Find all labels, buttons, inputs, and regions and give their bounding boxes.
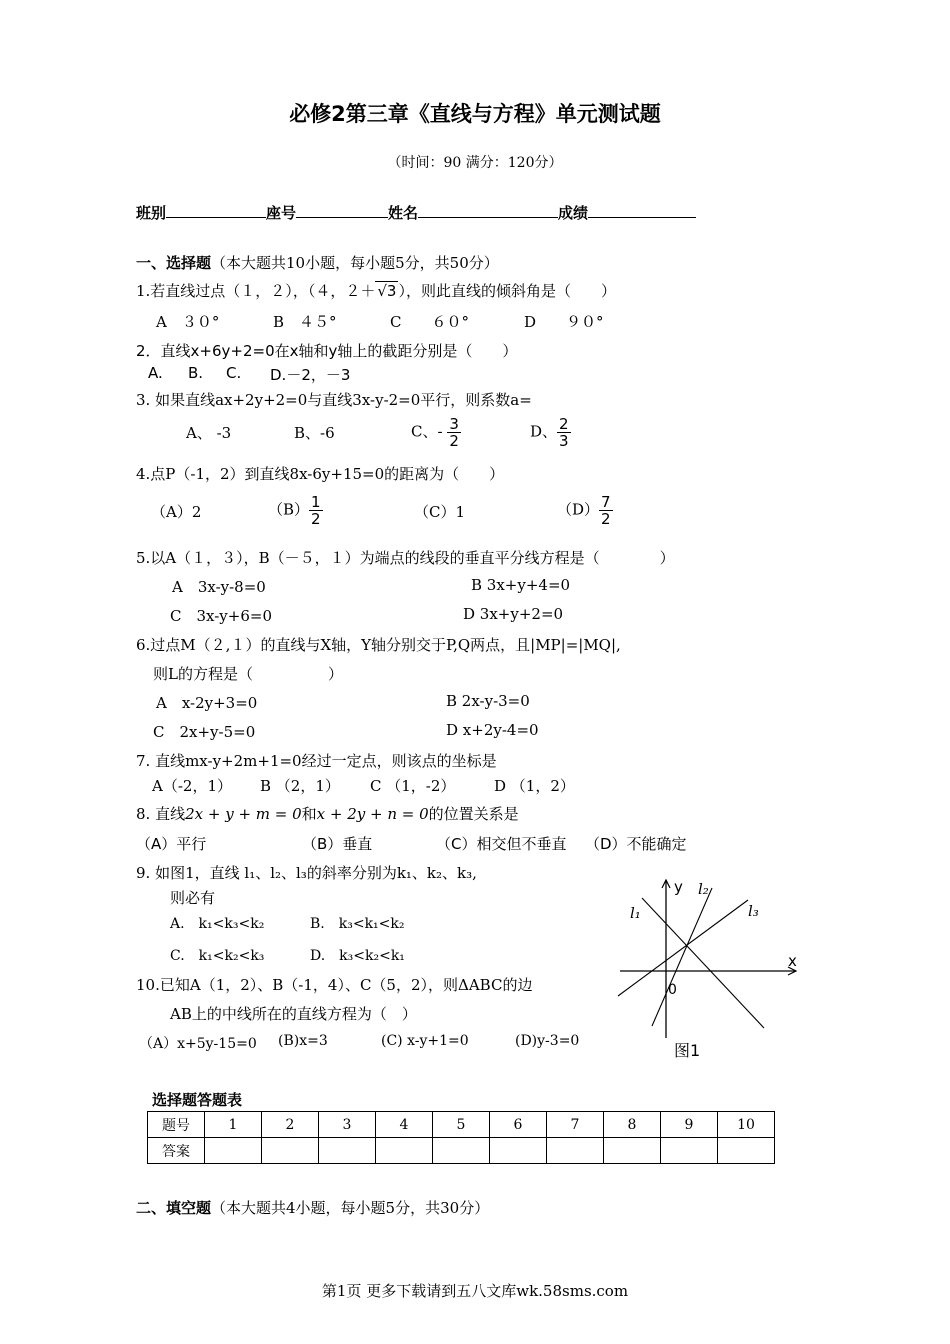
q7-option-c: C （1，-2） bbox=[370, 777, 456, 795]
q4-option-a: （A）2 bbox=[151, 503, 202, 521]
q4-option-c: （C）1 bbox=[414, 503, 466, 521]
table-cell: 6 bbox=[490, 1112, 547, 1138]
l3-label: l₃ bbox=[748, 902, 759, 920]
q8-option-d: （D）不能确定 bbox=[585, 835, 687, 853]
section1-heading: 一、选择题（本大题共10小题，每小题5分，共50分） bbox=[136, 254, 499, 272]
l1-label: l₁ bbox=[630, 904, 641, 922]
table-cell: 9 bbox=[661, 1112, 718, 1138]
name-blank[interactable] bbox=[418, 203, 558, 218]
x-axis-label: x bbox=[788, 952, 797, 970]
answer-table bbox=[147, 1111, 775, 1164]
student-info-line bbox=[136, 202, 696, 223]
table-cell: 2 bbox=[262, 1112, 319, 1138]
q2-option-b: B. bbox=[188, 364, 204, 382]
question-5: 5.以A（１，３），B（－５，１）为端点的线段的垂直平分线方程是（ ） bbox=[136, 549, 675, 567]
table-cell: 4 bbox=[376, 1112, 433, 1138]
y-axis-label: y bbox=[674, 878, 683, 896]
q1-option-d: D ９０° bbox=[524, 313, 604, 331]
q8-option-b: （B）垂直 bbox=[302, 835, 373, 853]
origin-label: 0 bbox=[668, 982, 677, 998]
q7-option-a: A（-2，1） bbox=[152, 777, 232, 795]
figure-caption: 图1 bbox=[674, 1041, 701, 1060]
q3-option-a: A、 -3 bbox=[186, 424, 232, 442]
q5-option-d: D 3x+y+2=0 bbox=[463, 605, 564, 623]
q1-option-c: C ６０° bbox=[390, 313, 469, 331]
answer-table-title: 选择题答题表 bbox=[152, 1091, 243, 1109]
q3-option-c: C、- $\frac{3}{2}$ bbox=[411, 415, 459, 450]
question-6-cont: 则L的方程是（ ） bbox=[153, 665, 343, 683]
q2-option-d: D.－2，－3 bbox=[270, 366, 351, 384]
q5-option-a: A 3x-y-8=0 bbox=[172, 578, 266, 596]
q8-option-a: （A）平行 bbox=[136, 835, 207, 853]
table-cell: 7 bbox=[547, 1112, 604, 1138]
q10-option-b: (B)x=3 bbox=[278, 1033, 328, 1049]
table-answer-label: 答案 bbox=[148, 1138, 205, 1164]
class-blank[interactable] bbox=[166, 203, 266, 218]
q9-option-c: C. k₁<k₂<k₃ bbox=[170, 948, 265, 964]
q4-option-b: （B） $\frac{1}{2}$ bbox=[268, 493, 321, 528]
q6-option-a: A x-2y+3=0 bbox=[156, 694, 258, 712]
score-label: 成绩 bbox=[558, 204, 589, 222]
score-blank[interactable] bbox=[588, 203, 696, 218]
q10-option-c: (C) x-y+1=0 bbox=[381, 1033, 469, 1049]
line-l1 bbox=[642, 898, 764, 1028]
answer-cell[interactable] bbox=[376, 1138, 433, 1164]
q1-option-a: A ３０° bbox=[156, 313, 220, 331]
sqrt-value: √3 bbox=[377, 282, 397, 300]
question-4: 4.点P（-1，2）到直线8x-6y+15=0的距离为（ ） bbox=[136, 465, 505, 483]
answer-cell[interactable] bbox=[547, 1138, 604, 1164]
section2-heading: 二、填空题（本大题共4小题，每小题5分，共30分） bbox=[136, 1199, 490, 1217]
q9-option-a: A. k₁<k₃<k₂ bbox=[170, 916, 265, 932]
q3-option-d: D、 $\frac{2}{3}$ bbox=[530, 415, 569, 450]
table-cell: 5 bbox=[433, 1112, 490, 1138]
line-l2 bbox=[652, 888, 712, 1026]
q2-option-a: A. bbox=[148, 364, 163, 382]
question-2: 2．直线x+6y+2=0在x轴和y轴上的截距分别是（ ） bbox=[136, 342, 518, 360]
table-cell: 1 bbox=[205, 1112, 262, 1138]
table-cell: 10 bbox=[718, 1112, 775, 1138]
table-cell: 3 bbox=[319, 1112, 376, 1138]
question-10-cont: AB上的中线所在的直线方程为（ ） bbox=[170, 1005, 417, 1023]
q6-option-d: D x+2y-4=0 bbox=[446, 721, 539, 739]
q10-option-d: (D)y-3=0 bbox=[515, 1033, 580, 1049]
q7-option-b: B （2，1） bbox=[260, 777, 340, 795]
answer-cell[interactable] bbox=[262, 1138, 319, 1164]
table-cell: 8 bbox=[604, 1112, 661, 1138]
table-row-answers bbox=[148, 1138, 775, 1164]
page-title: 必修2第三章《直线与方程》单元测试题 bbox=[289, 102, 661, 126]
question-3: 3. 如果直线ax+2y+2=0与直线3x-y-2=0平行，则系数a= bbox=[136, 391, 532, 409]
q6-option-b: B 2x-y-3=0 bbox=[446, 692, 530, 710]
name-label: 姓名 bbox=[388, 204, 419, 222]
table-header-label: 题号 bbox=[148, 1112, 205, 1138]
figure-1-diagram bbox=[608, 870, 808, 1065]
table-row-numbers bbox=[148, 1112, 775, 1138]
q2-option-c: C. bbox=[226, 364, 242, 382]
q9-option-d: D. k₃<k₂<k₁ bbox=[310, 948, 405, 964]
q8-option-c: （C）相交但不垂直 bbox=[436, 835, 567, 853]
question-7: 7. 直线mx-y+2m+1=0经过一定点，则该点的坐标是 bbox=[136, 752, 497, 770]
class-label: 班别 bbox=[136, 204, 167, 222]
answer-cell[interactable] bbox=[490, 1138, 547, 1164]
q4-option-d: （D） $\frac{7}{2}$ bbox=[557, 493, 611, 528]
q5-option-c: C 3x-y+6=0 bbox=[170, 607, 272, 625]
q9-option-b: B. k₃<k₁<k₂ bbox=[310, 916, 405, 932]
answer-cell[interactable] bbox=[433, 1138, 490, 1164]
answer-cell[interactable] bbox=[604, 1138, 661, 1164]
question-6: 6.过点M（２,１）的直线与X轴，Y轴分别交于P,Q两点，且|MP|=|MQ|, bbox=[136, 636, 621, 654]
q1-option-b: B ４５° bbox=[273, 313, 337, 331]
q5-option-b: B 3x+y+4=0 bbox=[471, 576, 571, 594]
question-8: 8. 直线2x + y + m = 0和x + 2y + n = 0的位置关系是 bbox=[136, 805, 519, 823]
seat-blank[interactable] bbox=[296, 203, 388, 218]
q10-option-a: （A）x+5y-15=0 bbox=[139, 1036, 257, 1052]
seat-label: 座号 bbox=[266, 204, 297, 222]
q6-option-c: C 2x+y-5=0 bbox=[153, 723, 256, 741]
question-9: 9. 如图1，直线 l₁、l₂、l₃的斜率分别为k₁、k₂、k₃, bbox=[136, 864, 477, 882]
q3-option-b: B、-6 bbox=[294, 424, 335, 442]
answer-cell[interactable] bbox=[718, 1138, 775, 1164]
page-footer: 第1页 更多下载请到五八文库wk.58sms.com bbox=[321, 1282, 629, 1300]
answer-cell[interactable] bbox=[205, 1138, 262, 1164]
question-1: 1.若直线过点（１，２），（４，２＋ √3 ），则此直线的倾斜角是（ ） bbox=[136, 282, 616, 300]
answer-cell[interactable] bbox=[319, 1138, 376, 1164]
question-10: 10.已知A（1，2）、B（-1，4）、C（5，2），则ΔABC的边 bbox=[136, 976, 533, 994]
answer-cell[interactable] bbox=[661, 1138, 718, 1164]
question-9-cont: 则必有 bbox=[170, 889, 216, 907]
exam-meta: （时间：90 满分：120分） bbox=[387, 155, 563, 171]
l2-label: l₂ bbox=[698, 880, 709, 898]
q7-option-d: D （1，2） bbox=[494, 777, 575, 795]
